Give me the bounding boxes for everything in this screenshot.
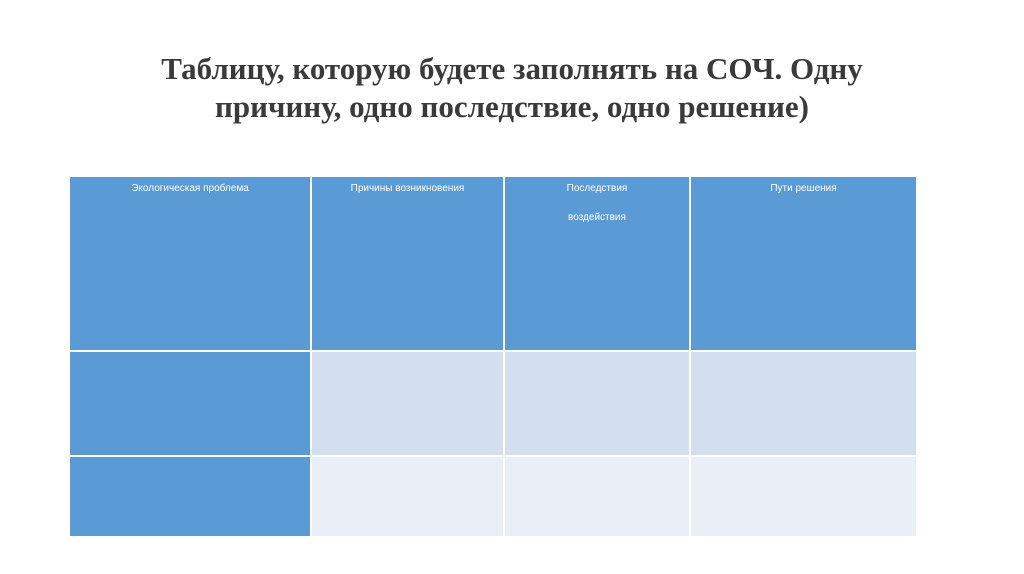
table-row [69, 456, 917, 537]
table-cell[interactable] [504, 456, 690, 537]
table-cell[interactable] [690, 351, 917, 456]
header-cell-text: Причины возникновения [350, 183, 465, 194]
table-cell[interactable] [690, 456, 917, 537]
header-cell-ecological-problem [69, 176, 311, 351]
slide-title-line-2: причину, одно последствие, одно решение) [215, 89, 809, 124]
table-cell[interactable] [69, 456, 311, 537]
header-cell-text: воздействия [568, 212, 626, 223]
header-cell-consequences [504, 176, 690, 351]
table-cell[interactable] [311, 456, 504, 537]
header-cell-text: Последствия [566, 183, 628, 194]
header-cell-solutions [690, 176, 917, 351]
table-cell[interactable] [504, 351, 690, 456]
table-header-row [69, 176, 917, 351]
table-cell[interactable] [69, 351, 311, 456]
header-cell-text: Экологическая проблема [131, 183, 249, 194]
header-cell-causes [311, 176, 504, 351]
header-cell-text: Пути решения [770, 183, 837, 194]
slide-title-line-1: Таблицу, которую будете заполнять на СОЧ. Одну [161, 51, 863, 86]
table-cell[interactable] [311, 351, 504, 456]
worksheet-table [68, 175, 918, 538]
slide-title [0, 50, 1024, 126]
table-row [69, 351, 917, 456]
